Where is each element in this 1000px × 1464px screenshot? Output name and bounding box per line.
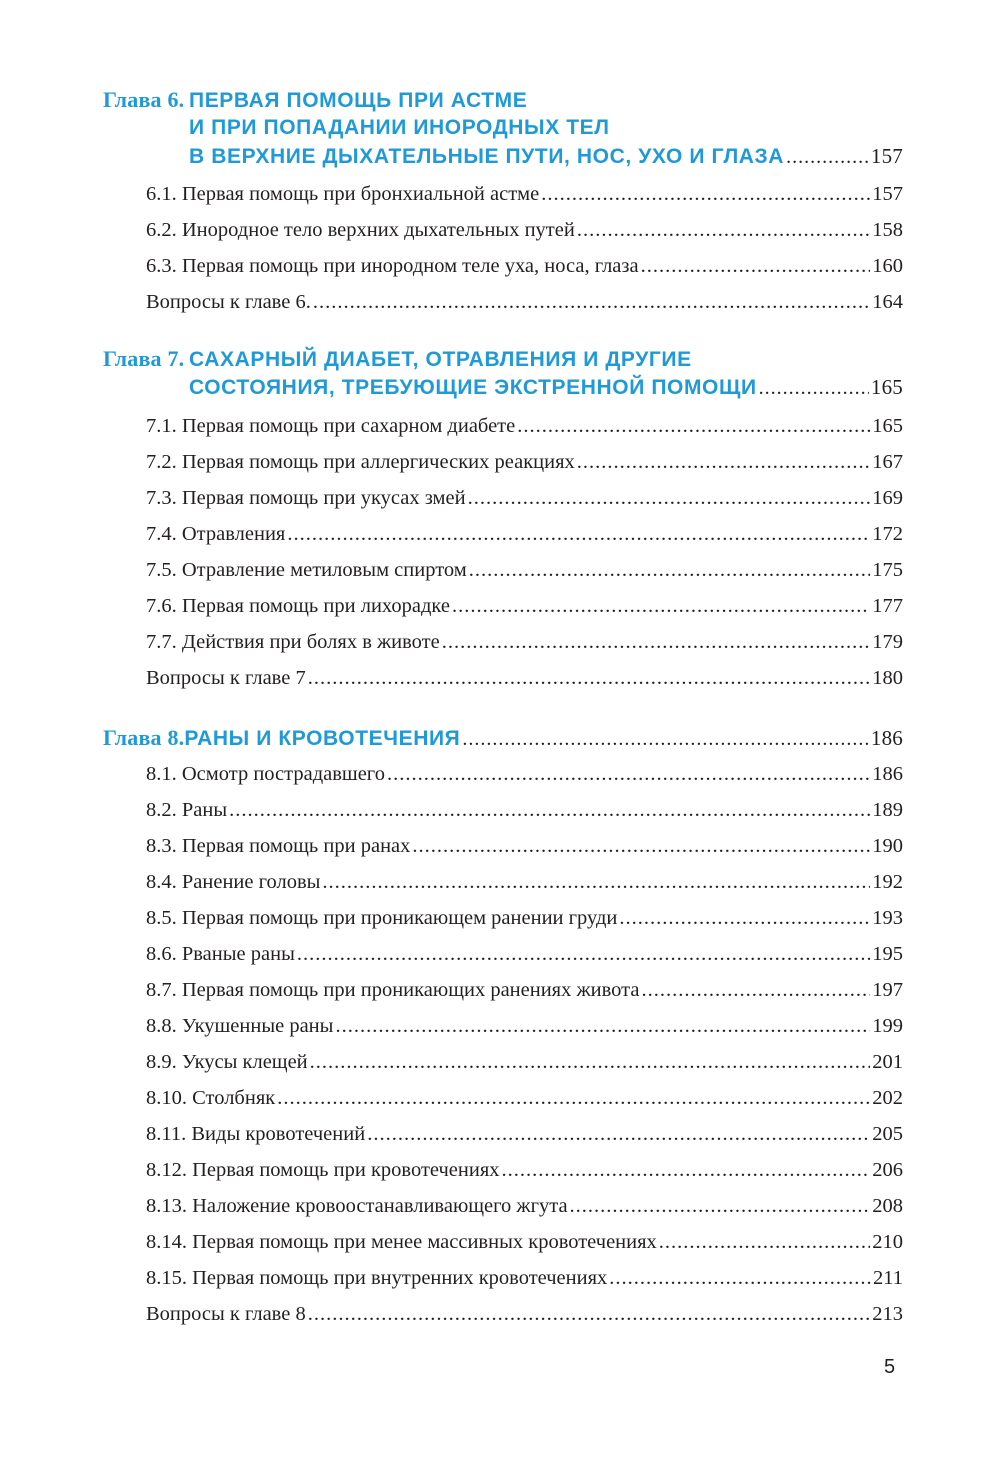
toc-entry-page: 189 [872, 799, 903, 821]
toc-entry[interactable] [103, 1296, 903, 1332]
dot-leader [229, 792, 870, 828]
dot-leader [335, 1008, 870, 1044]
toc-entry-page: 199 [872, 1015, 903, 1037]
chapter-6 [103, 86, 903, 320]
toc-entry[interactable] [103, 1116, 903, 1152]
dot-leader [313, 284, 870, 320]
toc-entry-page: 201 [872, 1051, 903, 1073]
chapter-8-page: 186 [870, 726, 903, 750]
chapter-8-prefix: Глава 8. [103, 725, 185, 750]
toc-entry[interactable] [103, 864, 903, 900]
toc-entry[interactable] [103, 480, 903, 516]
toc-entry-label: 8.5. Первая помощь при проникающем ранении груди [146, 907, 618, 929]
toc-entry-page: 211 [873, 1267, 903, 1289]
chapter-7-title-line-2: СОСТОЯНИЯ, ТРЕБУЮЩИЕ ЭКСТРЕННОЙ ПОМОЩИ [189, 376, 757, 399]
dot-leader [759, 374, 869, 402]
toc-entry-page: 177 [872, 595, 903, 617]
dot-leader [541, 176, 870, 212]
toc-entry-label: 8.9. Укусы клещей [146, 1051, 308, 1073]
dot-leader [367, 1116, 870, 1152]
toc-entry-page: 169 [872, 487, 903, 509]
toc-entry-label: 7.2. Первая помощь при аллергических реакциях [146, 451, 575, 473]
toc-entry-label: Вопросы к главе 8 [146, 1303, 306, 1325]
dot-leader [641, 972, 870, 1008]
toc-entry-label: 7.5. Отравление метиловым спиртом [146, 559, 467, 581]
dot-leader [659, 1224, 870, 1260]
dot-leader [641, 248, 871, 284]
toc-entry-label: 7.4. Отравления [146, 523, 286, 545]
toc-entry-page: 208 [872, 1195, 903, 1217]
toc-entry-label: Вопросы к главе 7 [146, 667, 306, 689]
dot-leader [577, 444, 870, 480]
toc-entry-label: 8.15. Первая помощь при внутренних кровотечениях [146, 1267, 608, 1289]
dot-leader [577, 212, 870, 248]
dot-leader [502, 1152, 871, 1188]
toc-entry[interactable] [103, 900, 903, 936]
toc-entry-label: 6.2. Инородное тело верхних дыхательных путей [146, 219, 575, 241]
toc-entry-page: 195 [872, 943, 903, 965]
toc-entry-page: 179 [872, 631, 903, 653]
toc-entry-label: 8.11. Виды кровотечений [146, 1123, 366, 1145]
toc-entry-label: 8.4. Ранение головы [146, 871, 321, 893]
dot-leader [308, 660, 871, 696]
toc-entry-label: 8.13. Наложение кровоостанавливающего жгута [146, 1195, 568, 1217]
dot-leader [462, 725, 869, 753]
dot-leader [310, 1044, 871, 1080]
chapter-6-title-line-3: В ВЕРХНИЕ ДЫХАТЕЛЬНЫЕ ПУТИ, НОС, УХО И ГЛАЗА [189, 145, 785, 168]
toc-entry[interactable] [103, 1044, 903, 1080]
toc-entry-label: 8.6. Рваные раны [146, 943, 295, 965]
chapter-7-title-line-1: САХАРНЫЙ ДИАБЕТ, ОТРАВЛЕНИЯ И ДРУГИЕ [189, 348, 692, 371]
toc-entry-label: 8.12. Первая помощь при кровотечениях [146, 1159, 500, 1181]
toc-entry-page: 180 [872, 667, 903, 689]
dot-leader [570, 1188, 871, 1224]
toc-entry-label: 7.3. Первая помощь при укусах змей [146, 487, 466, 509]
toc-entry[interactable] [103, 660, 903, 696]
dot-leader [786, 143, 869, 171]
page-number: 5 [884, 1356, 896, 1378]
toc-entry-page: 172 [872, 523, 903, 545]
toc-entry-label: 8.1. Осмотр пострадавшего [146, 763, 385, 785]
dot-leader [277, 1080, 870, 1116]
dot-leader [609, 1260, 871, 1296]
toc-entry-page: 192 [872, 871, 903, 893]
toc-entry-page: 165 [872, 415, 903, 437]
toc-entry[interactable] [103, 284, 903, 320]
toc-entry-page: 206 [872, 1159, 903, 1181]
toc-entry-label: 8.8. Укушенные раны [146, 1015, 334, 1037]
toc-entry-label: 7.7. Действия при болях в животе [146, 631, 440, 653]
toc-entry-page: 205 [872, 1123, 903, 1145]
toc-entry[interactable] [103, 1152, 903, 1188]
toc-entry-label: 6.3. Первая помощь при инородном теле уха, носа, глаза [146, 255, 639, 277]
chapter-6-page: 157 [870, 144, 903, 168]
toc-entry[interactable] [103, 1260, 903, 1296]
toc-entry-page: 164 [872, 291, 903, 313]
toc-entry-page: 213 [872, 1303, 903, 1325]
toc-entry-label: 8.14. Первая помощь при менее массивных кровотечениях [146, 1231, 657, 1253]
chapter-6-title-line-1: ПЕРВАЯ ПОМОЩЬ ПРИ АСТМЕ [189, 89, 528, 112]
dot-leader [308, 1296, 871, 1332]
chapter-8 [103, 724, 903, 1332]
toc-entry[interactable] [103, 828, 903, 864]
dot-leader [297, 936, 870, 972]
toc-entry-page: 190 [872, 835, 903, 857]
toc-entry[interactable] [103, 1080, 903, 1116]
toc-entry-label: 8.7. Первая помощь при проникающих ранениях живота [146, 979, 640, 1001]
toc-entry[interactable] [103, 792, 903, 828]
toc-entry-page: 193 [872, 907, 903, 929]
toc-entry-label: 8.10. Столбняк [146, 1087, 276, 1109]
chapter-6-prefix: Глава 6. [103, 87, 185, 112]
toc-entry[interactable] [103, 936, 903, 972]
toc-entry[interactable] [103, 444, 903, 480]
dot-leader [387, 756, 870, 792]
chapter-7-heading[interactable] [103, 345, 903, 401]
toc-entry[interactable] [103, 516, 903, 552]
toc-entry-label: 7.1. Первая помощь при сахарном диабете [146, 415, 516, 437]
toc-entry[interactable] [103, 176, 903, 212]
toc-entry-page: 157 [872, 183, 903, 205]
toc-entry-label: 7.6. Первая помощь при лихорадке [146, 595, 450, 617]
dot-leader [452, 588, 870, 624]
chapter-6-title-line-2: И ПРИ ПОПАДАНИИ ИНОРОДНЫХ ТЕЛ [189, 116, 610, 139]
toc-entry[interactable] [103, 1224, 903, 1260]
dot-leader [322, 864, 870, 900]
toc-entry-page: 167 [872, 451, 903, 473]
toc-entry[interactable] [103, 1188, 903, 1224]
toc-entry[interactable] [103, 212, 903, 248]
toc-entry-label: Вопросы к главе 6. [146, 291, 311, 313]
toc-entry[interactable] [103, 408, 903, 444]
chapter-8-title-line-1: РАНЫ И КРОВОТЕЧЕНИЯ [184, 727, 461, 750]
toc-entry-page: 186 [872, 763, 903, 785]
toc-entry[interactable] [103, 588, 903, 624]
toc-entry-label: 8.3. Первая помощь при ранах [146, 835, 411, 857]
toc-entry[interactable] [103, 756, 903, 792]
toc-entry[interactable] [103, 624, 903, 660]
dot-leader [442, 624, 871, 660]
dot-leader [287, 516, 870, 552]
toc-entry-page: 175 [872, 559, 903, 581]
dot-leader [517, 408, 870, 444]
toc-entry[interactable] [103, 248, 903, 284]
dot-leader [468, 480, 871, 516]
toc-entry-page: 158 [872, 219, 903, 241]
toc-entry-page: 197 [872, 979, 903, 1001]
chapter-6-heading[interactable] [103, 86, 903, 170]
toc-entry[interactable] [103, 1008, 903, 1044]
chapter-8-heading[interactable] [103, 724, 903, 752]
chapter-7 [103, 345, 903, 696]
toc-entry-label: 8.2. Раны [146, 799, 228, 821]
toc-entry[interactable] [103, 552, 903, 588]
dot-leader [469, 552, 871, 588]
chapter-7-page: 165 [870, 375, 903, 399]
toc-entry[interactable] [103, 972, 903, 1008]
toc-entry-page: 210 [872, 1231, 903, 1253]
chapter-7-prefix: Глава 7. [103, 346, 185, 371]
toc-entry-page: 202 [872, 1087, 903, 1109]
dot-leader [412, 828, 870, 864]
toc-entry-label: 6.1. Первая помощь при бронхиальной астме [146, 183, 540, 205]
dot-leader [619, 900, 870, 936]
toc-entry-page: 160 [872, 255, 903, 277]
